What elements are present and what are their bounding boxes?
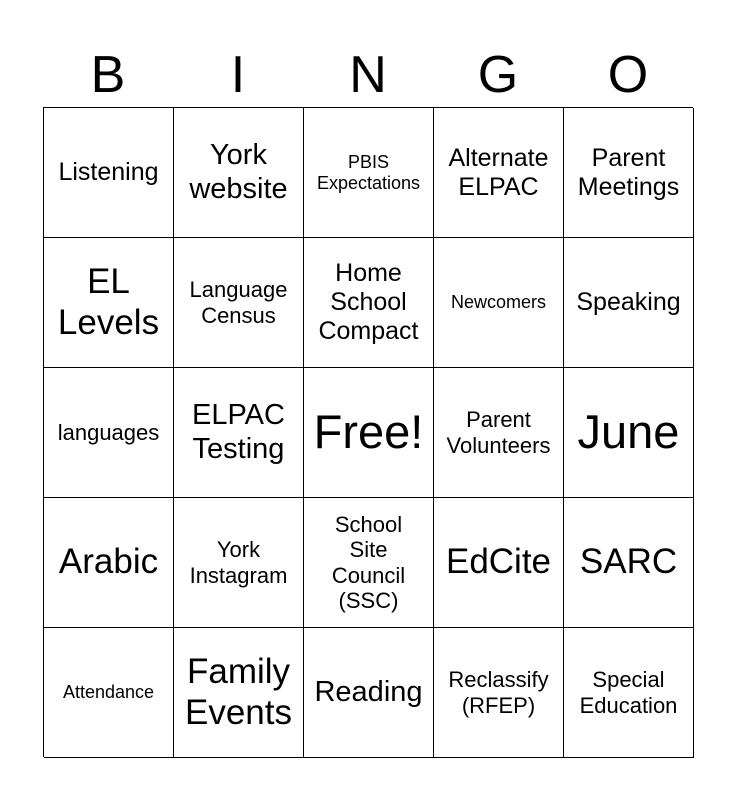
- cell-label: Newcomers: [450, 292, 547, 313]
- cell-label: Arabic: [58, 542, 159, 582]
- cell-label: Reading: [314, 675, 423, 708]
- cell-label: Parent Volunteers: [446, 407, 551, 458]
- header-letter-o: O: [607, 46, 649, 104]
- cell-label: York Instagram: [189, 537, 288, 588]
- bingo-cell[interactable]: [434, 368, 564, 498]
- cell-label: Listening: [58, 158, 159, 187]
- bingo-cell[interactable]: [564, 628, 694, 758]
- header-letter-g: G: [477, 46, 519, 104]
- bingo-cell[interactable]: [434, 108, 564, 238]
- cell-label: June: [577, 405, 680, 459]
- cell-label: Speaking: [576, 288, 681, 317]
- bingo-cell[interactable]: [434, 498, 564, 628]
- bingo-cell[interactable]: [44, 368, 174, 498]
- bingo-cell[interactable]: [564, 108, 694, 238]
- header-letter-b: B: [90, 46, 126, 104]
- free-cell-label: Free!: [313, 405, 424, 459]
- cell-label: ELPAC Testing: [192, 399, 285, 465]
- cell-label: SARC: [579, 542, 678, 582]
- cell-label: Language Census: [189, 277, 288, 328]
- cell-label: Family Events: [185, 652, 292, 732]
- bingo-board: [43, 107, 693, 757]
- cell-label: Home School Compact: [318, 259, 419, 345]
- cell-label: languages: [57, 419, 160, 445]
- bingo-cell[interactable]: [174, 368, 304, 498]
- bingo-cell[interactable]: [44, 238, 174, 368]
- cell-label: York website: [189, 139, 288, 205]
- cell-label: Parent Meetings: [577, 143, 680, 201]
- bingo-cell[interactable]: [44, 628, 174, 758]
- bingo-cell[interactable]: [44, 108, 174, 238]
- bingo-cell[interactable]: [174, 628, 304, 758]
- cell-label: School Site Council (SSC): [331, 511, 406, 613]
- bingo-cell[interactable]: [304, 108, 434, 238]
- header-letter-i: I: [230, 46, 246, 104]
- bingo-cell[interactable]: [44, 498, 174, 628]
- bingo-cell[interactable]: [434, 238, 564, 368]
- bingo-cell[interactable]: [174, 238, 304, 368]
- cell-label: Reclassify (RFEP): [448, 667, 549, 718]
- bingo-cell[interactable]: [304, 498, 434, 628]
- bingo-cell[interactable]: [564, 368, 694, 498]
- bingo-cell[interactable]: [434, 628, 564, 758]
- bingo-cell[interactable]: [304, 238, 434, 368]
- cell-label: Attendance: [62, 682, 155, 703]
- cell-label: EdCite: [445, 542, 552, 582]
- bingo-cell[interactable]: [564, 238, 694, 368]
- bingo-cell[interactable]: [564, 498, 694, 628]
- bingo-cell[interactable]: [304, 628, 434, 758]
- free-cell[interactable]: [304, 368, 434, 498]
- bingo-cell[interactable]: [174, 498, 304, 628]
- cell-label: PBIS Expectations: [316, 151, 421, 193]
- header-letter-n: N: [349, 46, 387, 104]
- cell-label: Alternate ELPAC: [448, 143, 549, 201]
- bingo-cell[interactable]: [174, 108, 304, 238]
- cell-label: Special Education: [579, 667, 678, 718]
- cell-label: EL Levels: [57, 262, 160, 342]
- bingo-header: [43, 44, 693, 106]
